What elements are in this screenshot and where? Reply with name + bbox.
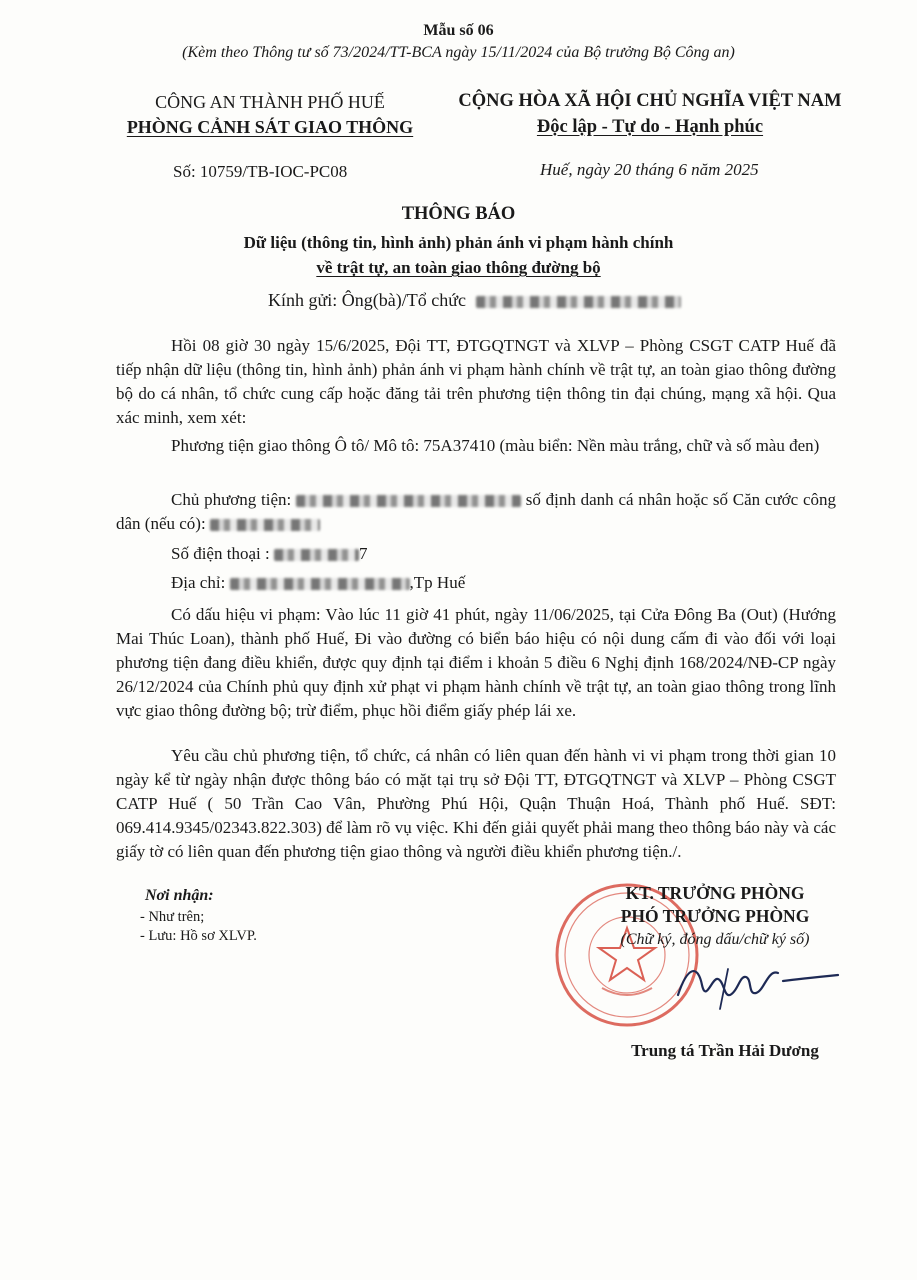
paragraph-request: Yêu cầu chủ phương tiện, tổ chức, cá nhân có liên quan đến hành vi vi phạm trong thời gian 10 ngày kể từ ngày nhận được thông báo có mặt tại trụ sở Đội TT, ĐTGQTNGT và XLVP – Phòng CSGT CATP Huế ( 50 Trần Cao Vân, Phường Phú Hội, Quận Thuận Hoá, Thành phố Huế. SĐT: 069.414.9345/02343.822.303) để làm rõ vụ việc. Khi đến giải quyết phải mang theo thông báo này và các giấy tờ có liên quan đến phương tiện giao thông và người điều khiển phương tiện./. — [116, 746, 836, 861]
subtitle-line-2: về trật tự, an toàn giao thông đường bộ — [316, 258, 601, 277]
recipient-item: - Như trên; — [140, 909, 205, 925]
paragraph-intro: Hồi 08 giờ 30 ngày 15/6/2025, Đội TT, ĐTGQTNGT và XLVP – Phòng CSGT CATP Huế đã tiếp nhận dữ liệu (thông tin, hình ảnh) phản ánh vi phạm hành chính về trật tự, an toàn giao thông đường bộ do cá nhân, tổ chức cung cấp hoặc đăng tải trên phương tiện thông tin đại chúng, mạng xã hội. Qua xác minh, xem xét: — [116, 336, 836, 427]
document-number: Số: 10759/TB-IOC-PC08 — [173, 162, 348, 181]
redacted-owner-name — [296, 495, 521, 507]
redacted-address — [230, 578, 410, 590]
agency-name: PHÒNG CẢNH SÁT GIAO THÔNG — [126, 117, 414, 137]
handwritten-signature-icon — [668, 955, 848, 1015]
agency-header — [100, 90, 440, 140]
agency-parent: CÔNG AN THÀNH PHỐ HUẾ — [155, 92, 385, 112]
phone-label: Số điện thoại : — [171, 544, 270, 563]
place-date: Huế, ngày 20 tháng 6 năm 2025 — [540, 160, 759, 179]
owner-id-label: số định danh cá nhân hoặc số Căn cước công dân (nếu có): — [116, 490, 837, 533]
nation-name: CỘNG HÒA XÃ HỘI CHỦ NGHĨA VIỆT NAM — [458, 91, 842, 111]
signature-title-2: PHÓ TRƯỞNG PHÒNG — [620, 906, 810, 926]
address-tail: ,Tp Huế — [409, 573, 466, 592]
paragraph-owner — [116, 488, 836, 536]
nation-motto: Độc lập - Tự do - Hạnh phúc — [536, 117, 764, 137]
recipient-label: Kính gửi: Ông(bà)/Tổ chức — [268, 290, 466, 310]
recipient-item: - Lưu: Hồ sơ XLVP. — [140, 928, 257, 944]
recipient-line — [268, 290, 681, 311]
redacted-owner-id — [210, 519, 320, 531]
subtitle-line-1: Dữ liệu (thông tin, hình ảnh) phản ánh vi phạm hành chính — [243, 233, 674, 252]
legal-reference: (Kèm theo Thông tư số 73/2024/TT-BCA ngày 15/11/2024 của Bộ trưởng Bộ Công an) — [182, 44, 735, 61]
redacted-phone — [274, 549, 359, 561]
document-title: THÔNG BÁO — [401, 204, 516, 224]
paragraph-vehicle: Phương tiện giao thông Ô tô/ Mô tô: 75A37410 (màu biển: Nền màu trắng, chữ và số màu đen) — [171, 436, 820, 455]
owner-label: Chủ phương tiện: — [171, 490, 292, 509]
paragraph-violation: Có dấu hiệu vi phạm: Vào lúc 11 giờ 41 phút, ngày 11/06/2025, tại Cửa Đông Ba (Out) (Hướng Mai Thúc Loan), thành phố Huế, Đi vào đường có biển báo hiệu có nội dung cấm đi vào đối với loại phương tiện đang điều khiển, được quy định tại điểm i khoản 5 điều 6 Nghị định 168/2024/NĐ-CP ngày 26/12/2024 của Chính phủ quy định xử phạt vi phạm hành chính về trật tự, an toàn giao thông trong lĩnh vực giao thông đường bộ; trừ điểm, phục hồi điểm giấy phép lái xe. — [116, 605, 836, 720]
document-subtitle — [0, 230, 917, 280]
signer-name: Trung tá Trần Hải Dương — [631, 1041, 819, 1060]
redacted-recipient — [476, 296, 681, 308]
recipients-title: Nơi nhận: — [145, 887, 214, 904]
nation-header — [430, 88, 870, 140]
signature-block — [580, 882, 850, 952]
address-label: Địa chỉ: — [171, 573, 226, 592]
paragraph-address — [116, 571, 836, 595]
paragraph-phone — [116, 542, 836, 566]
signature-note: (Chữ ký, đóng dấu/chữ ký số) — [620, 931, 810, 948]
signature-title-1: KT. TRƯỞNG PHÒNG — [625, 883, 805, 903]
form-number: Mẫu số 06 — [423, 22, 494, 39]
phone-tail: 7 — [358, 544, 368, 563]
